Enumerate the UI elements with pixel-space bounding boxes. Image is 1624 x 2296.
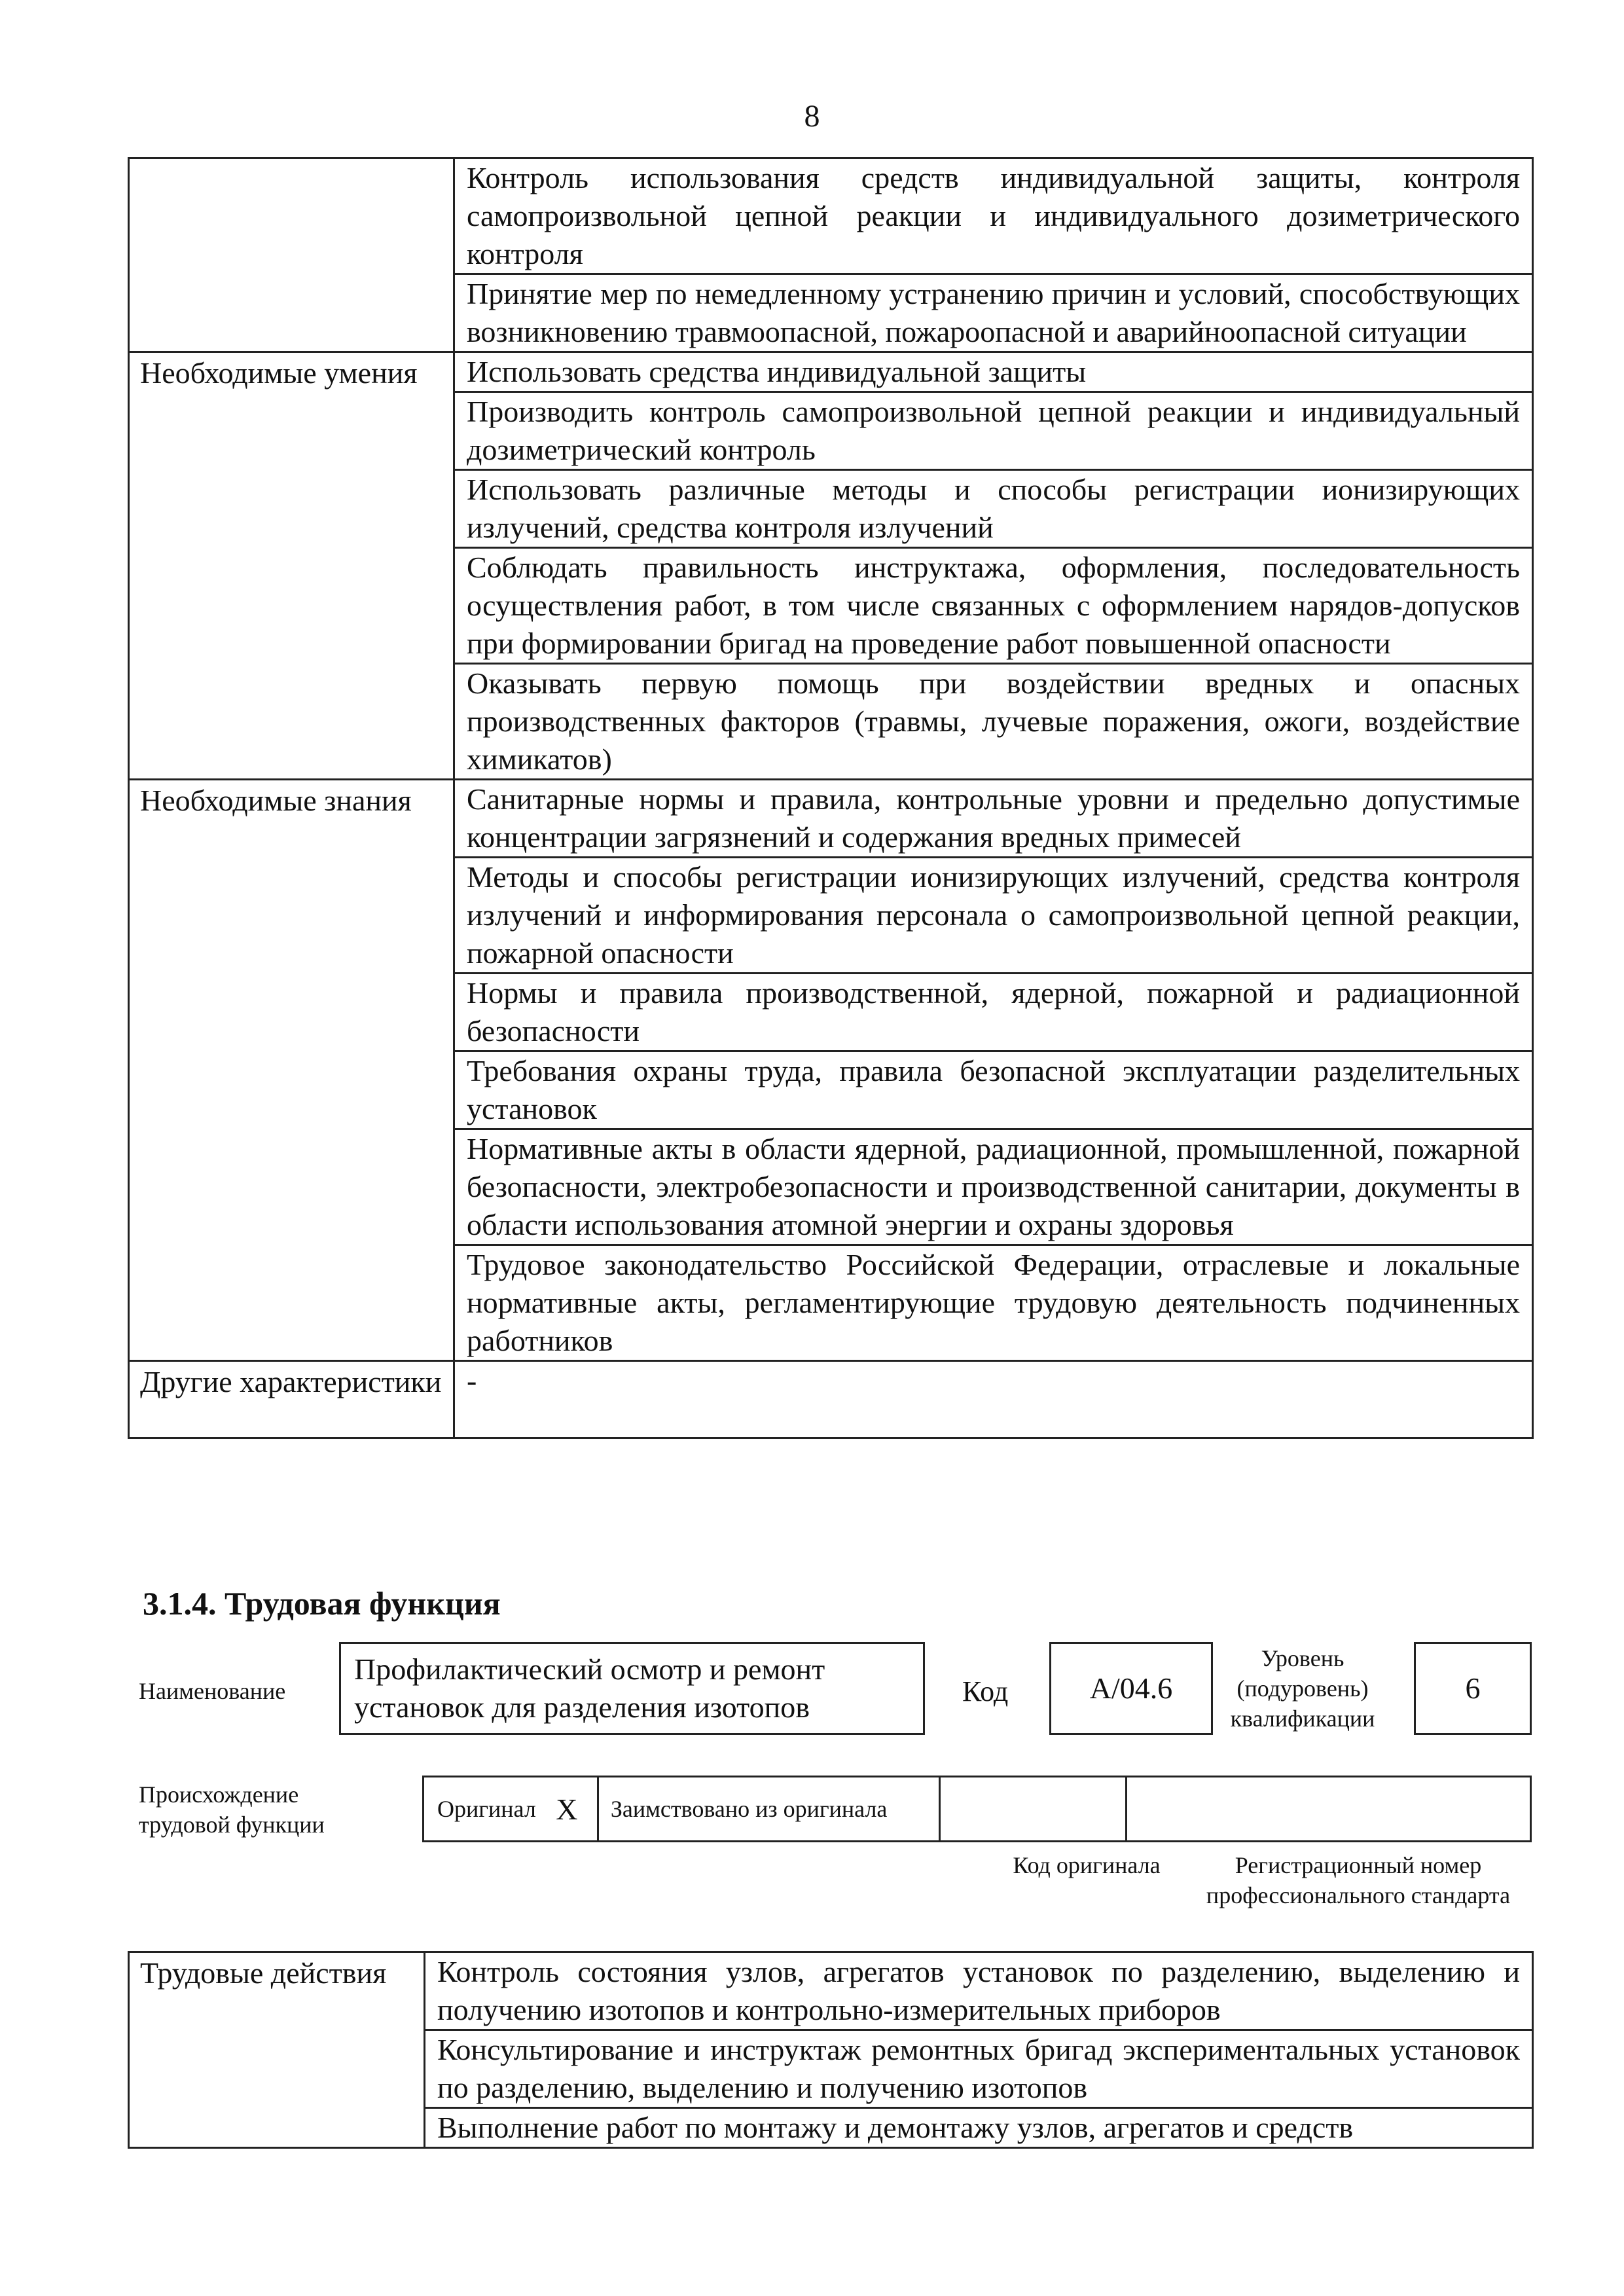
empty-label-cell	[129, 158, 454, 352]
other-label: Другие характеристики	[129, 1361, 454, 1438]
competency-table	[128, 157, 1534, 1439]
table-cell: Нормы и правила производственной, ядерной, пожарной и радиационной безопасности	[454, 974, 1533, 1051]
table-cell: Методы и способы регистрации ионизирующих излучений, средства контроля излучений и информирования персонала о самопроизвольной цепной реакции, пожарной опасности	[454, 858, 1533, 974]
table-cell: Контроль состояния узлов, агрегатов установок по разделению, выделению и получению изотопов и контрольно-измерительных приборов	[425, 1952, 1533, 2030]
code-label: Код	[962, 1675, 1009, 1707]
actions-label: Трудовые действия	[129, 1952, 425, 2148]
table-cell: Производить контроль самопроизвольной цепной реакции и индивидуальный дозиметрический контроль	[454, 392, 1533, 470]
name-value: Профилактический осмотр и ремонт установок для разделения изотопов	[339, 1642, 925, 1735]
origin-table	[422, 1776, 1532, 1842]
origin-label	[139, 1779, 335, 1840]
level-value: 6	[1414, 1642, 1532, 1735]
origin-label-text: Происхождение трудовой функции	[139, 1781, 325, 1838]
table-cell: Консультирование и инструктаж ремонтных бригад экспериментальных установок по разделению, выделению и получению изотопов	[425, 2030, 1533, 2108]
knowledge-label: Необходимые знания	[129, 780, 454, 1361]
table-cell: Нормативные акты в области ядерной, радиационной, промышленной, пожарной безопасности, электробезопасности и производственной санитарии, документы в области использования атомной энергии и охраны здоровья	[454, 1129, 1533, 1245]
section-title: 3.1.4. Трудовая функция	[143, 1585, 501, 1622]
table-cell: Использовать различные методы и способы регистрации ионизирующих излучений, средства контроля излучений	[454, 470, 1533, 548]
table-cell: Использовать средства индивидуальной защиты	[454, 352, 1533, 392]
table-row	[129, 158, 1533, 274]
code-value: А/04.6	[1049, 1642, 1213, 1735]
table-cell: Принятие мер по немедленному устранению причин и условий, способствующих возникновению травмоопасной, пожароопасной и аварийноопасной ситуации	[454, 274, 1533, 352]
table-row	[129, 1361, 1533, 1438]
reg-caption: Регистрационный номер профессионального стандарта	[1206, 1852, 1511, 1908]
skills-label: Необходимые умения	[129, 352, 454, 780]
table-cell: Санитарные нормы и правила, контрольные уровни и предельно допустимые концентрации загрязнений и содержания вредных примесей	[454, 780, 1533, 858]
actions-table	[128, 1951, 1534, 2149]
borrowed-label: Заимствовано из оригинала	[598, 1777, 939, 1842]
table-cell: Соблюдать правильность инструктажа, оформления, последовательность осуществления работ, в том числе связанных с оформлением нарядов-допусков при формировании бригад на проведение работ повышенной опасности	[454, 548, 1533, 664]
table-cell: Выполнение работ по монтажу и демонтажу узлов, агрегатов и средств	[425, 2108, 1533, 2148]
original-code-cell	[939, 1777, 1126, 1842]
table-cell: Контроль использования средств индивидуальной защиты, контроля самопроизвольной цепной реакции и индивидуального дозиметрического контроля	[454, 158, 1533, 274]
table-row	[424, 1777, 1531, 1842]
table-cell: Трудовое законодательство Российской Федерации, отраслевые и локальные нормативные акты, регламентирующие трудовую деятельность подчиненных работников	[454, 1245, 1533, 1361]
code-caption: Код оригинала	[1013, 1852, 1161, 1878]
table-row	[129, 780, 1533, 858]
original-label: Оригинал	[424, 1777, 537, 1842]
reg-number-cell	[1126, 1777, 1530, 1842]
page-number: 8	[804, 99, 820, 134]
table-row	[129, 352, 1533, 392]
name-label: Наименование	[139, 1678, 286, 1704]
original-mark: X	[537, 1777, 598, 1842]
level-label: Уровень (подуровень) квалификации	[1230, 1645, 1375, 1732]
table-cell: Оказывать первую помощь при воздействии вредных и опасных производственных факторов (травмы, лучевые поражения, ожоги, воздействие химикатов)	[454, 664, 1533, 780]
table-cell: -	[454, 1361, 1533, 1438]
table-row	[129, 1952, 1533, 2030]
table-cell: Требования охраны труда, правила безопасной эксплуатации разделительных установок	[454, 1051, 1533, 1129]
